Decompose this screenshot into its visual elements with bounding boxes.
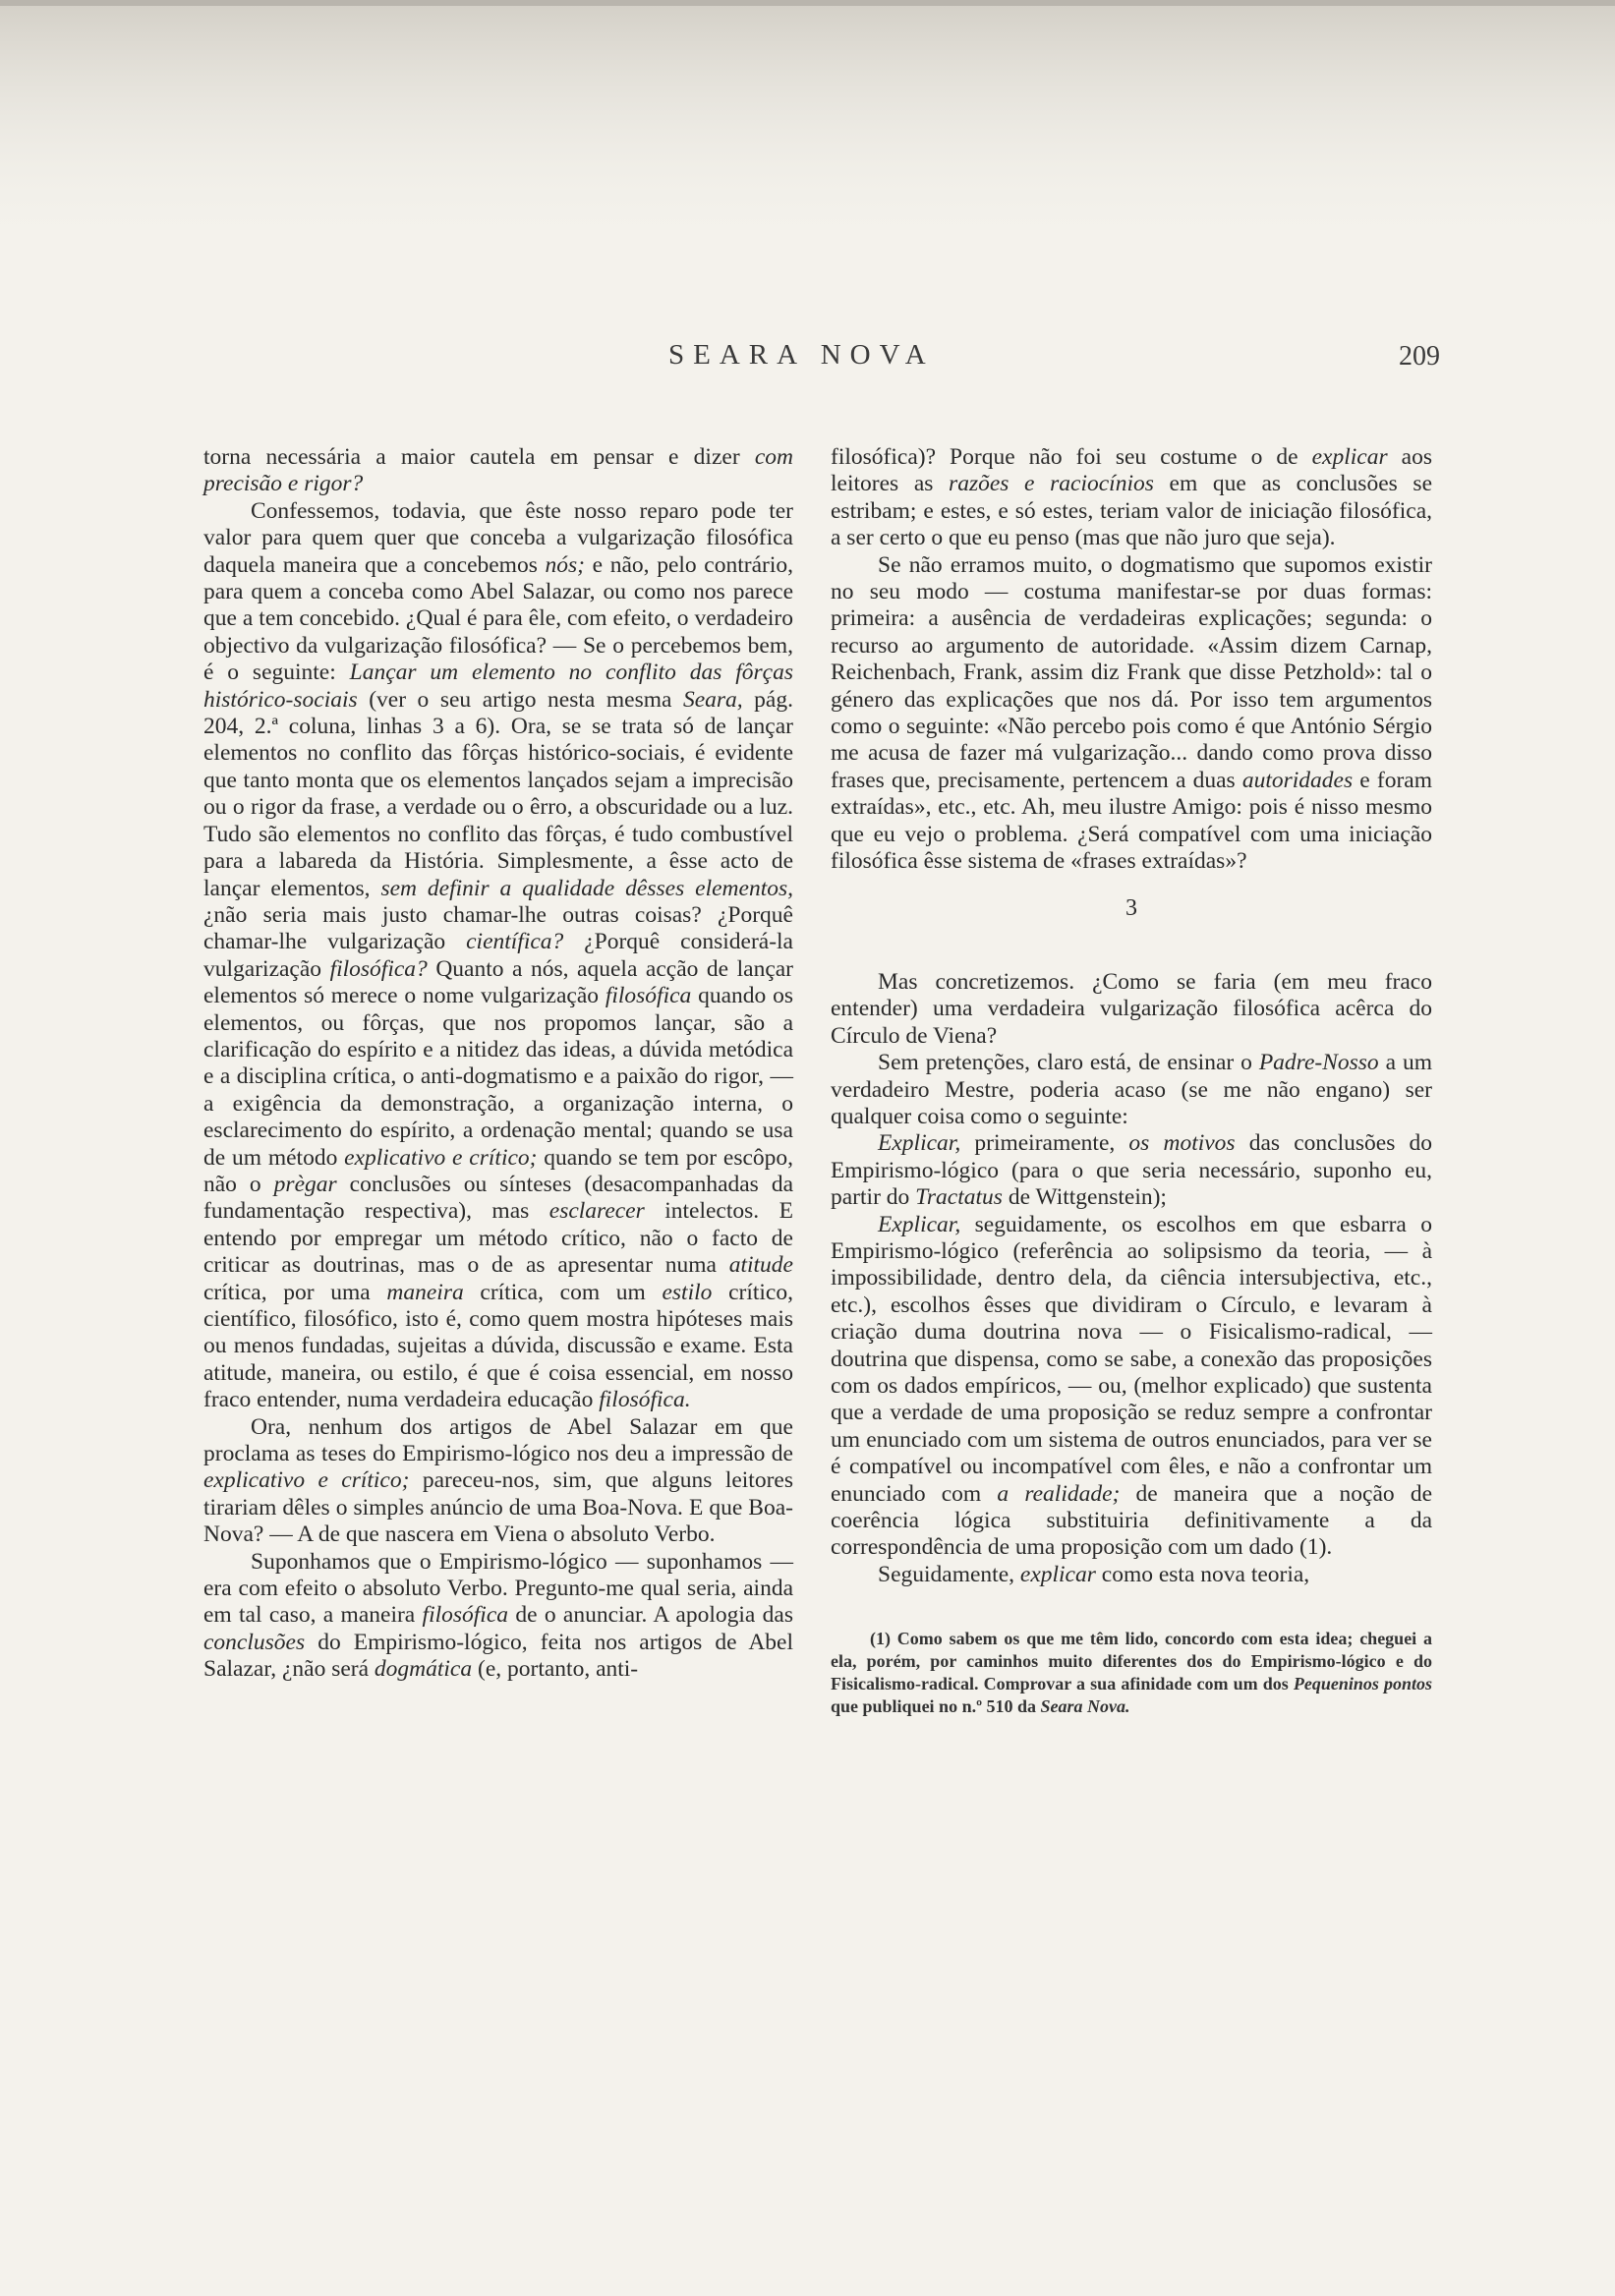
scan-shadow-top (0, 0, 1615, 256)
footnote (831, 1628, 1432, 1718)
section-number: 3 (1125, 894, 1137, 921)
right-column-top (831, 444, 1432, 876)
paragraph: Explicar, seguidamente, os escolhos em que esbarra o Empirismo-lógico (referência ao solipsismo da teoria, — à impossibilidade, dentro dela, da ciência intersubjectiva, etc., etc.), escolhos êsses que dividiram o Círculo, e levaram à criação duma doutrina nova — o Fisicalismo-radical, — doutrina que dispensa, como se sabe, a conexão das proposições com os dados empíricos, — ou, (melhor explicado) que sustenta que a verdade de uma proposição se reduz sempre a confrontar um enunciado com um sistema de outros enunciados, para ver se é compatível ou incompatível com êles, e não a confrontar um enunciado com a realidade; de maneira que a noção de coerência lógica substituiria definitivamente a da correspondência de uma proposição com um dado (1). (831, 1211, 1432, 1561)
right-column-bottom (831, 969, 1432, 1588)
page-header (197, 339, 1440, 388)
footnote-text: (1) Como sabem os que me têm lido, concordo com esta idea; cheguei a ela, porém, por caminhos muito diferentes dos do Empirismo-lógico e do Fisicalismo-radical. Comprovar a sua afinidade com um dos Pequeninos pontos que publiquei no n.º 510 da Seara Nova. (831, 1629, 1432, 1717)
page-number: 209 (1399, 341, 1440, 372)
paragraph: Sem pretenções, claro está, de ensinar o Padre-Nosso a um verdadeiro Mestre, poderia acaso (se me não engano) ser qualquer coisa como o seguinte: (831, 1050, 1432, 1129)
left-column (203, 444, 793, 1684)
paragraph: Explicar, primeiramente, os motivos das conclusões do Empirismo-lógico (para o que seria necessário, suponho eu, partir do Tractatus de Wittgenstein); (831, 1130, 1433, 1211)
paragraph: filosófica)? Porque não foi seu costume o de explicar aos leitores as razões e raciocínios em que as conclusões se estribam; e estes, e só estes, teriam valor de iniciação filosófica, a ser certo o que eu penso (mas que não juro que seja). (831, 444, 1433, 551)
right-column (831, 444, 1432, 1718)
paragraph: torna necessária a maior cautela em pensar e dizer com precisão e rigor? (203, 444, 793, 497)
paragraph: Suponhamos que o Empirismo-lógico — suponhamos — era com efeito o absoluto Verbo. Pregunto-me qual seria, ainda em tal caso, a maneira filosófica de o anunciar. A apologia das conclusões do Empirismo-lógico, feita nos artigos de Abel Salazar, ¿não será dogmática (e, portanto, anti- (203, 1548, 793, 1683)
paragraph: Se não erramos muito, o dogmatismo que supomos existir no seu modo — costuma manifestar-se por duas formas: primeira: a ausência de verdadeiras explicações; segunda: o recurso ao argumento de autoridade. «Assim dizem Carnap, Reichenbach, Frank, assim diz Frank que disse Petzhold»: tal o género das explicações que nos dá. Por isso tem argumentos como o seguinte: «Não percebo pois como é que António Sérgio me acusa de fazer má vulgarização... dando como prova disso frases que, precisamente, pertencem a duas autoridades e foram extraídas», etc., etc. Ah, meu ilustre Amigo: pois é nisso mesmo que eu vejo o problema. ¿Será compatível com uma iniciação filosófica êsse sistema de «frases extraídas»? (831, 551, 1432, 875)
paragraph: Seguidamente, explicar como esta nova teoria, (878, 1561, 1310, 1587)
running-title: SEARA NOVA (668, 339, 935, 371)
paragraph: Ora, nenhum dos artigos de Abel Salazar em que proclama as teses do Empirismo-lógico nos deu a impressão de explicativo e crítico; pareceu-nos, sim, que alguns leitores tirariam dêles o simples anúncio de uma Boa-Nova. E que Boa-Nova? — A de que nascera em Viena o absoluto Verbo. (203, 1413, 793, 1548)
paragraph: Mas concretizemos. ¿Como se faria (em meu fraco entender) uma verdadeira vulgarização filosófica acêrca do Círculo de Viena? (831, 968, 1432, 1049)
paragraph: Confessemos, todavia, que êste nosso reparo pode ter valor para quem quer que conceba a vulgarização filosófica daquela maneira que a concebemos nós; e não, pelo contrário, para quem a conceba como Abel Salazar, ou como nos parece que a tem concebido. ¿Qual é para êle, com efeito, o verdadeiro objectivo da vulgarização filosófica? — Se o percebemos bem, é o seguinte: Lançar um elemento no conflito das fôrças histórico-sociais (ver o seu artigo nesta mesma Seara, pág. 204, 2.ª coluna, linhas 3 a 6). Ora, se se trata só de lançar elementos no conflito das fôrças histórico-sociais, é evidente que tanto monta que os elementos lançados sejam a imprecisão ou o rigor da frase, a verdade ou o êrro, a obscuridade ou a luz. Tudo são elementos no conflito das fôrças, é tudo combustível para a labareda da História. Simplesmente, a êsse acto de lançar elementos, sem definir a qualidade dêsses elementos, ¿não seria mais justo chamar-lhe outras coisas? ¿Porquê chamar-lhe vulgarização científica? ¿Porquê considerá-la vulgarização filosófica? Quanto a nós, aquela acção de lançar elementos só merece o nome vulgarização filosófica quando os elementos, ou fôrças, que nos propomos lançar, são a clarificação do espírito e a nitidez das ideas, a dúvida metódica e a disciplina crítica, o anti-dogmatismo e a paixão do rigor, — a exigência da demonstração, a organização interna, o esclarecimento do espírito, a ordenação mental; quando se usa de um método explicativo e crítico; quando se tem por escôpo, não o prègar conclusões ou sínteses (desacompanhadas da fundamentação respectiva), mas esclarecer intelectos. E entendo por empregar um método crítico, não o facto de criticar as doutrinas, mas o de as apresentar numa atitude crítica, por uma maneira crítica, com um estilo crítico, científico, filosófico, isto é, como quem mostra hipóteses mais ou menos fundadas, sujeitas a dúvida, discussão e exame. Esta atitude, maneira, ou estilo, é que é coisa essencial, em nosso fraco entender, numa verdadeira educação filosófica. (203, 497, 794, 1413)
